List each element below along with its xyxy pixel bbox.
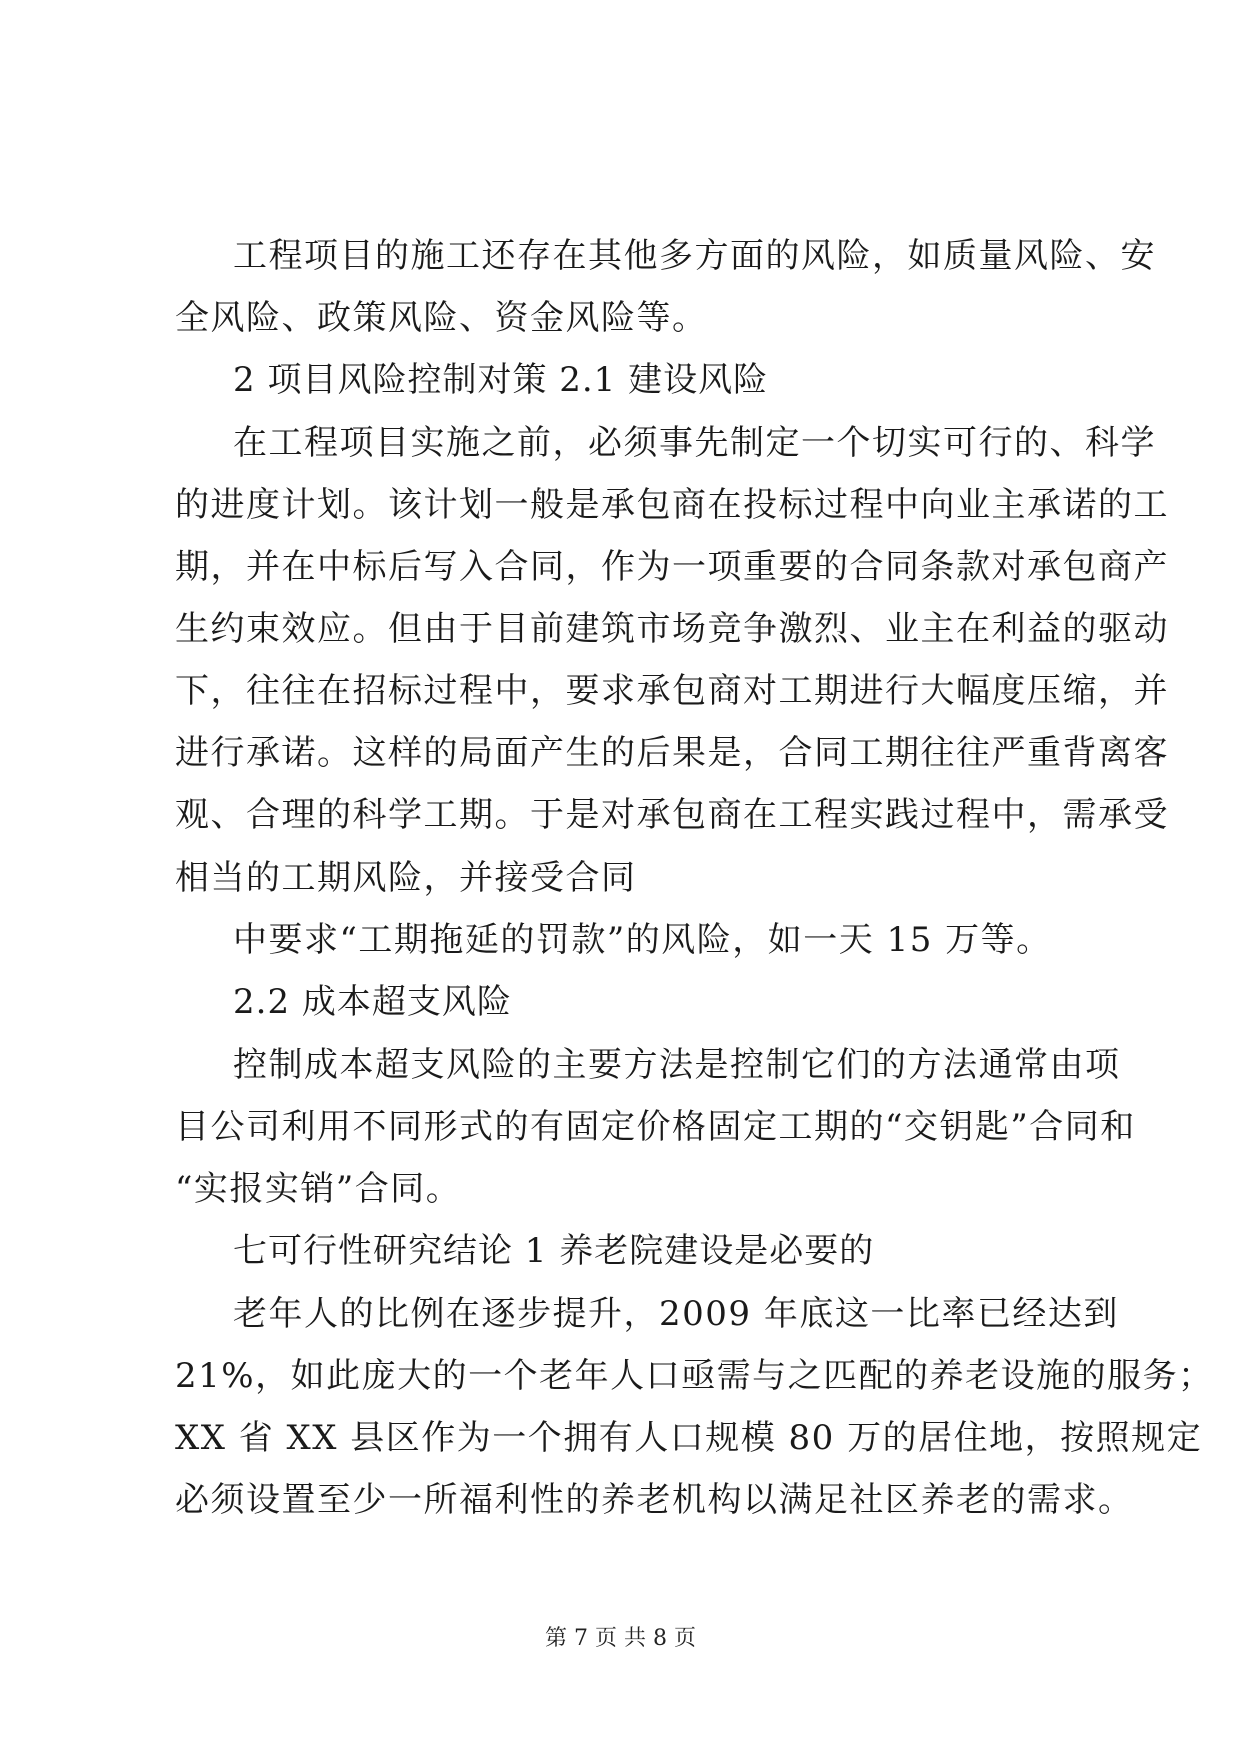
body-line: 下，往往在招标过程中，要求承包商对工期进行大幅度压缩，并 <box>175 671 1169 711</box>
body-line: 控制成本超支风险的主要方法是控制它们的方法通常由项 <box>233 1045 1121 1085</box>
body-line: “实报实销”合同。 <box>175 1169 462 1209</box>
section-heading: 2.2 成本超支风险 <box>233 982 512 1022</box>
body-line: XX 省 XX 县区作为一个拥有人口规模 80 万的居住地，按照规定 <box>175 1418 1203 1458</box>
body-line: 工程项目的施工还存在其他多方面的风险，如质量风险、安 <box>233 236 1156 276</box>
body-line: 必须设置至少一所福利性的养老机构以满足社区养老的需求。 <box>175 1480 1134 1520</box>
body-line: 进行承诺。这样的局面产生的后果是，合同工期往往严重背离客 <box>175 733 1169 773</box>
body-line: 中要求“工期拖延的罚款”的风险，如一天 15 万等。 <box>233 920 1052 960</box>
body-line: 老年人的比例在逐步提升，2009 年底这一比率已经达到 <box>233 1294 1119 1334</box>
body-line: 生约束效应。但由于目前建筑市场竞争激烈、业主在利益的驱动 <box>175 609 1169 649</box>
body-line: 在工程项目实施之前，必须事先制定一个切实可行的、科学 <box>233 423 1156 463</box>
body-line: 全风险、政策风险、资金风险等。 <box>175 298 708 338</box>
body-line: 目公司利用不同形式的有固定价格固定工期的“交钥匙”合同和 <box>175 1107 1136 1147</box>
section-heading: 2 项目风险控制对策 2.1 建设风险 <box>233 360 769 400</box>
body-line: 观、合理的科学工期。于是对承包商在工程实践过程中，需承受 <box>175 795 1169 835</box>
body-line: 的进度计划。该计划一般是承包商在投标过程中向业主承诺的工 <box>175 485 1169 525</box>
body-line: 21%，如此庞大的一个老年人口亟需与之匹配的养老设施的服务； <box>175 1356 1214 1396</box>
page-number-footer: 第 7 页 共 8 页 <box>545 1626 696 1651</box>
body-line: 相当的工期风险，并接受合同 <box>175 858 637 898</box>
body-line: 期，并在中标后写入合同，作为一项重要的合同条款对承包商产 <box>175 547 1169 587</box>
section-heading: 七可行性研究结论 1 养老院建设是必要的 <box>233 1231 875 1271</box>
